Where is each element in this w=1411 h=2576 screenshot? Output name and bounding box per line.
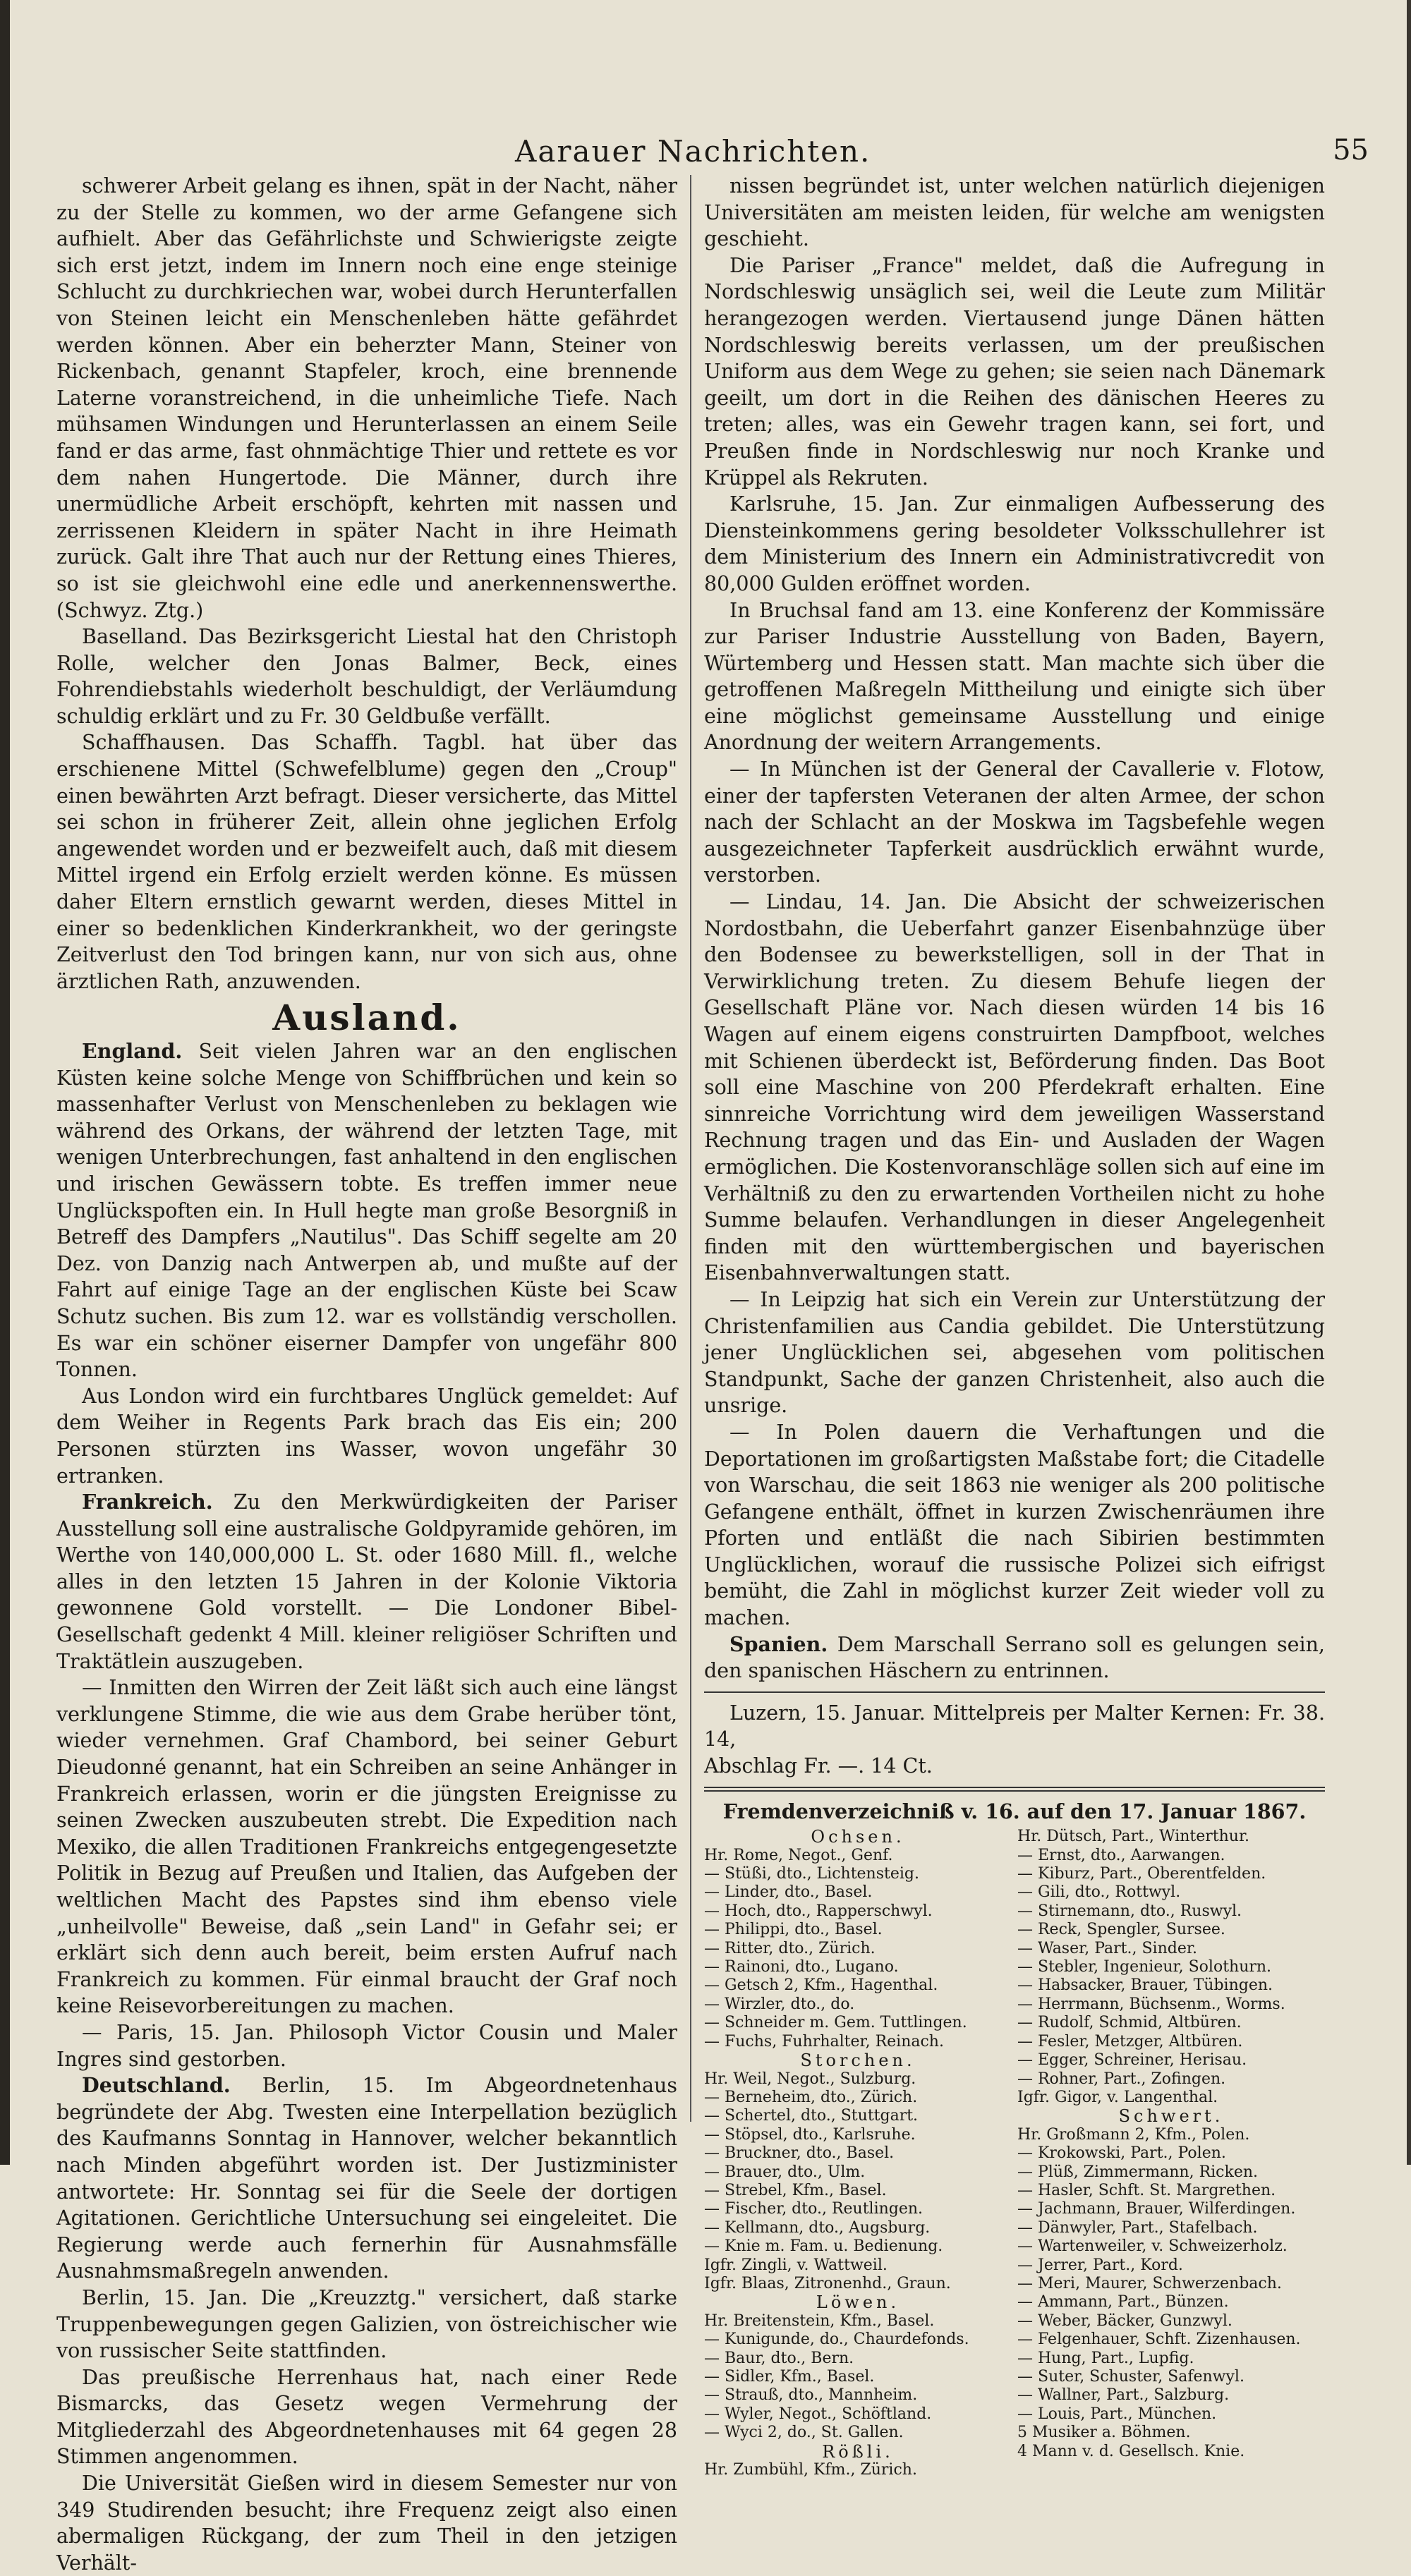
- guest-entry: — Weber, Bäcker, Gunzwyl.: [1017, 2311, 1233, 2330]
- guest-entry: — Hung, Part., Lupfig.: [1017, 2349, 1194, 2367]
- guest-entry: — Hasler, Schft. St. Margrethen.: [1017, 2181, 1276, 2199]
- article-paragraph: nissen begründet ist, unter welchen natürlich diejenigen Universitäten am meisten leiden, für welche am wenigsten geschieht.: [704, 174, 1325, 251]
- guest-entry: Hr. Dütsch, Part., Winterthur.: [1017, 1828, 1250, 1846]
- guest-list: [704, 1828, 1325, 2479]
- guest-entry: — Stüßi, dto., Lichtensteig.: [704, 1865, 919, 1883]
- guest-entry: — Habsacker, Brauer, Tübingen.: [1017, 1976, 1273, 1995]
- article-paragraph: Baselland. Das Bezirksgericht Liestal hat den Christoph Rolle, welcher den Jonas Balmer, Beck, eines Fohrendiebstahls wiederholt beschuldigt, der Verläumdung schuldig erklärt und zu Fr. 30 Geldbuße verfällt.: [56, 625, 677, 728]
- guest-entry: — Felgenhauer, Schft. Zizenhausen.: [1017, 2331, 1301, 2349]
- article-paragraph: Berlin, 15. Jan. Die „Kreuzztg." versichert, daß starke Truppenbewegungen gegen Galizien, von östreichischer wie von russischer Seite stattfinden.: [56, 2285, 677, 2363]
- article-paragraph: Die Pariser „France" meldet, daß die Aufregung in Nordschleswig unsäglich sei, weil die Leute zum Militär herangezogen werden. Viertausend junge Dänen hätten Nordschleswig bereits verlassen, um der preußischen Uniform aus dem Wege zu gehen; sie seien nach Dänemark geeilt, um dort in die Reihen des dänischen Heeres zu treten; alles, was ein Gewehr tragen kann, sei fort, und Preußen finde in Nordschleswig nur noch Kranke und Krüppel als Rekruten.: [704, 253, 1325, 490]
- article-paragraph: — In Polen dauern die Verhaftungen und die Deportationen im großartigsten Maßstabe fort; die Citadelle von Warschau, die seit 1863 nie weniger als 200 politische Gefangene enthält, öffnet in kurzen Zwischenräumen ihre Pforten und entläßt die nach Sibirien bestimmten Unglücklichen, worauf die russische Polizei sich eifrigst bemüht, die Zahl in möglichst kurzer Zeit wieder voll zu machen.: [704, 1420, 1325, 1630]
- guest-entry: — Baur, dto., Bern.: [704, 2349, 854, 2367]
- guest-entry: Hr. Rome, Negot., Genf.: [704, 1846, 893, 1864]
- right-paragraphs-1: [704, 173, 1325, 1632]
- article-frankreich-text: Zu den Merkwürdigkeiten der Pariser Ausstellung soll eine australische Goldpyramide gehören, im Werthe von 140,000,000 L. St. oder 1680 Mill. fl., welche alles in den letzten 15 Jahren in der Kolonie Viktoria gewonnene Gold vorstellt. — Die Londoner Bibel-Gesellschaft gedenkt 4 Mill. kleiner religiöser Schriften und Traktätlein auszugeben.: [56, 1490, 677, 1673]
- guest-entry: Hr. Weil, Negot., Sulzburg.: [704, 2070, 916, 2088]
- hotel-name: Storchen.: [800, 2051, 916, 2070]
- guest-entry: Hr. Breitenstein, Kfm., Basel.: [704, 2311, 935, 2330]
- left-paragraphs-2: [56, 1675, 677, 2072]
- guest-entry: — Rohner, Part., Zofingen.: [1017, 2070, 1226, 2088]
- guest-entry: — Brauer, dto., Ulm.: [704, 2163, 866, 2181]
- article-paragraph: schwerer Arbeit gelang es ihnen, spät in der Nacht, näher zu der Stelle zu kommen, wo der arme Gefangene sich aufhielt. Aber das Gefährlichste und Schwierigste zeigte sich erst jetzt, indem im Innern noch eine enge steinige Schlucht zu durchkriechen war, wobei durch Herunterfallen von Steinen leicht ein Menschenleben hätte gefährdet werden können. Aber ein beherzter Mann, Steiner von Rickenbach, genannt Stapfeler, kroch, eine brennende Laterne voranstreichend, in die unheimliche Tiefe. Nach mühsamen Windungen und Herunterlassen an einem Seile fand er das arme, fast ohnmächtige Thier und rettete es vor dem nahen Hungertode. Die Männer, durch ihre unermüdliche Arbeit erschöpft, kehrten mit nassen und zerrissenen Kleidern in später Nacht in ihre Heimath zurück. Galt ihre That auch nur der Rettung eines Thieres, so ist sie gleichwohl eine edle und anerkennenswerthe. (Schwyz. Ztg.): [56, 174, 677, 622]
- article-paragraph: — In München ist der General der Cavallerie v. Flotow, einer der tapfersten Veteranen der alten Armee, der schon nach der Schlacht an der Moskwa im Tagsbefehle wegen ausgezeichneter Tapferkeit ausdrücklich erwähnt wurde, verstorben.: [704, 758, 1325, 887]
- guest-entry: — Wyci 2, do., St. Gallen.: [704, 2424, 904, 2442]
- double-rule: [704, 1787, 1325, 1792]
- guest-entry: — Kiburz, Part., Oberentfelden.: [1017, 1865, 1266, 1883]
- article-paragraph: Die Universität Gießen wird in diesem Semester nur von 349 Studirenden besucht; ihre Frequenz zeigt also einen abermaligen Rückgang, der zum Theil in den jetzigen Verhält-: [56, 2472, 677, 2575]
- guest-entry: — Ammann, Part., Bünzen.: [1017, 2293, 1229, 2311]
- guest-entry: — Plüß, Zimmermann, Ricken.: [1017, 2163, 1258, 2181]
- guest-entry: — Stirnemann, dto., Ruswyl.: [1017, 1902, 1242, 1920]
- page-header: [56, 92, 1369, 169]
- guest-entry: — Getsch 2, Kfm., Hagenthal.: [704, 1976, 938, 1995]
- scan-edge-left: [0, 0, 10, 2165]
- guest-entry: — Jachmann, Brauer, Wilferdingen.: [1017, 2200, 1296, 2218]
- article-frankreich: [56, 1489, 677, 1675]
- guest-entry: — Knie m. Fam. u. Bedienung.: [704, 2237, 943, 2256]
- guest-entry: — Schneider m. Gem. Tuttlingen.: [704, 2014, 967, 2032]
- article-paragraph: — Inmitten den Wirren der Zeit läßt sich auch eine längst verklungene Stimme, die wie aus dem Grabe herüber tönt, wieder vernehmen. Graf Chambord, bei seiner Geburt Dieudonné genannt, hat ein Schreiben an seine Anhänger in Frankreich erlassen, worin er die jüngsten Ereignisse zu seinen Zwecken auszubeuten strebt. Die Expedition nach Mexiko, die allen Traditionen Frankreichs entgegengesetzte Politik in Bezug auf Preußen und Italien, das Aufgeben der weltlichen Macht des Papstes sind ihm ebenso viele „unheilvolle" Beweise, daß „sein Land" in Gefahr sei; er erklärt sich denn auch bereit, beim ersten Aufruf nach Frankreich zu kommen. Für einmal braucht der Graf noch keine Reisevorbereitungen zu machen.: [56, 1676, 677, 2018]
- guest-entry: — Stebler, Ingenieur, Solothurn.: [1017, 1958, 1272, 1976]
- left-column: [56, 173, 677, 2576]
- left-paragraphs-3: [56, 2285, 677, 2576]
- guest-entry: — Herrmann, Büchsenm., Worms.: [1017, 1995, 1285, 2013]
- guest-entry: — Strebel, Kfm., Basel.: [704, 2181, 887, 2199]
- guest-entry: Hr. Großmann 2, Kfm., Polen.: [1017, 2125, 1250, 2144]
- country-label-frankreich: Frankreich.: [82, 1490, 213, 1514]
- left-paragraphs-1: [56, 173, 677, 995]
- guest-entry: — Dänwyler, Part., Stafelbach.: [1017, 2218, 1258, 2237]
- guest-entry: — Gili, dto., Rottwyl.: [1017, 1883, 1181, 1902]
- guest-entry: — Philippi, dto., Basel.: [704, 1921, 883, 1939]
- guest-entry: — Suter, Schuster, Safenwyl.: [1017, 2368, 1245, 2386]
- article-england: [56, 1038, 677, 1383]
- guest-entry: — Hoch, dto., Rapperschwyl.: [704, 1902, 933, 1920]
- masthead-title: Aarauer Nachrichten.: [515, 134, 871, 169]
- guest-entry: — Fesler, Metzger, Altbüren.: [1017, 2032, 1243, 2051]
- article-spanien: [704, 1632, 1325, 1684]
- guest-entry: — Egger, Schreiner, Herisau.: [1017, 2051, 1247, 2070]
- guest-entry: — Wallner, Part., Salzburg.: [1017, 2386, 1230, 2405]
- section-rule: [704, 1691, 1325, 1693]
- hotel-name: Rößli.: [822, 2442, 894, 2462]
- column-divider: [690, 175, 691, 2122]
- section-title-ausland: Ausland.: [272, 997, 461, 1039]
- guest-entry: — Stöpsel, dto., Karlsruhe.: [704, 2125, 916, 2144]
- guest-entry: — Rudolf, Schmid, Altbüren.: [1017, 2014, 1242, 2032]
- guest-entry: — Waser, Part., Sinder.: [1017, 1939, 1197, 1957]
- article-paragraph: In Bruchsal fand am 13. eine Konferenz der Kommissäre zur Pariser Industrie Ausstellung von Baden, Bayern, Würtemberg und Hessen statt. Man machte sich über die getroffenen Maßregeln Mittheilung und einigte sich über eine möglichst gemeinsame Ausstellung und einige Anordnung der weitern Arrangements.: [704, 598, 1325, 755]
- article-paragraph: — Lindau, 14. Jan. Die Absicht der schweizerischen Nordostbahn, die Ueberfahrt ganzer Eisenbahnzüge über den Bodensee zu bewerkstelligen, soll in der That in Verwirklichung treten. Zu diesem Behufe liegen der Gesellschaft Pläne vor. Nach diesen würden 14 bis 16 Wagen auf einem eigens construirten Dampfboot, welches mit Schienen überdeckt ist, Beförderung finden. Das Boot soll eine Maschine von 200 Pferdekraft erhalten. Eine sinnreiche Vorrichtung wird dem jeweiligen Wasserstand Rechnung tragen und das Ein- und Ausladen der Wagen ermöglichen. Die Kostenvoranschläge sollen sich auf eine im Verhältniß zu den zu erwartenden Vortheilen nicht zu hohe Summe belaufen. Verhandlungen in dieser Angelegenheit finden mit den württembergischen und bayerischen Eisenbahnverwaltungen statt.: [704, 890, 1325, 1285]
- market-price-line-1: Luzern, 15. Januar. Mittelpreis per Malter Kernen: Fr. 38. 14,: [704, 1701, 1325, 1751]
- guest-entry: — Fischer, dto., Reutlingen.: [704, 2200, 923, 2218]
- guest-entry: — Schertel, dto., Stuttgart.: [704, 2107, 919, 2125]
- guest-entry: 4 Mann v. d. Gesellsch. Knie.: [1017, 2442, 1245, 2460]
- guest-entry: 5 Musiker a. Böhmen.: [1017, 2424, 1191, 2442]
- guest-entry: — Kellmann, dto., Augsburg.: [704, 2218, 931, 2237]
- page-number: 55: [1333, 134, 1369, 166]
- guest-entry: — Wirzler, dto., do.: [704, 1995, 855, 2013]
- guest-entry: — Sidler, Kfm., Basel.: [704, 2368, 875, 2386]
- guest-entry: Igfr. Zingli, v. Wattweil.: [704, 2256, 888, 2274]
- article-deutschland: [56, 2072, 677, 2285]
- guest-entry: — Strauß, dto., Mannheim.: [704, 2386, 918, 2405]
- guest-entry: — Ritter, dto., Zürich.: [704, 1939, 876, 1957]
- guest-list-right-column: [1017, 1828, 1325, 2479]
- country-label-deutschland: Deutschland.: [82, 2073, 231, 2098]
- article-paragraph: — Paris, 15. Jan. Philosoph Victor Cousin und Maler Ingres sind gestorben.: [56, 2020, 677, 2071]
- article-paragraph: Karlsruhe, 15. Jan. Zur einmaligen Aufbesserung des Diensteinkommens gering besoldeter Volksschullehrer ist dem Ministerium des Innern ein Administrativcredit von 80,000 Gulden eröffnet worden.: [704, 492, 1325, 595]
- guest-entry: — Rainoni, dto., Lugano.: [704, 1958, 899, 1976]
- guest-entry: — Jerrer, Part., Kord.: [1017, 2256, 1183, 2274]
- country-label-spanien: Spanien.: [729, 1632, 828, 1656]
- article-paragraph: Das preußische Herrenhaus hat, nach einer Rede Bismarcks, das Gesetz wegen Vermehrung der Mitgliederzahl des Abgeordnetenhauses mit 64 gegen 28 Stimmen angenommen.: [56, 2365, 677, 2469]
- guest-entry: — Berneheim, dto., Zürich.: [704, 2088, 918, 2106]
- guest-entry: — Reck, Spengler, Sursee.: [1017, 1921, 1225, 1939]
- article-paragraph: — In Leipzig hat sich ein Verein zur Unterstützung der Christenfamilien aus Candia gebildet. Die Unterstützung jener Unglücklichen sei, abgesehen vom politischen Standpunkt, Sache der ganzen Christenheit, also auch die unsrige.: [704, 1287, 1325, 1418]
- article-deutschland-text: Berlin, 15. Im Abgeordnetenhaus begründete der Abg. Twesten eine Interpellation bezüglich des Kaufmanns Sonntag in Hannover, welcher bekanntlich nach Minden abgeführt worden ist. Der Justizminister antwortete: Hr. Sonntag sei für die Seele der dortigen Agitationen. Gerichtliche Untersuchung sei eingeleitet. Die Regierung werde auch fernerhin für Ausnahmsfälle Ausnahmsmaßregeln anwenden.: [56, 2074, 677, 2283]
- hotel-name: Schwert.: [1118, 2107, 1224, 2126]
- guest-entry: Hr. Zumbühl, Kfm., Zürich.: [704, 2461, 917, 2479]
- country-label-england: England.: [82, 1039, 183, 1063]
- guest-entry: — Louis, Part., München.: [1017, 2405, 1217, 2423]
- hotel-name: Löwen.: [816, 2293, 900, 2312]
- scan-edge-right: [1407, 0, 1411, 2165]
- guest-list-heading: Fremdenverzeichniß v. 16. auf den 17. Januar 1867.: [722, 1799, 1307, 1823]
- guest-entry: — Kunigunde, do., Chaurdefonds.: [704, 2331, 969, 2349]
- article-england-text: Seit vielen Jahren war an den englischen Küsten keine solche Menge von Schiffbrüchen und kein so massenhafter Verlust von Menschenleben zu beklagen wie während des Orkans, der während der letzten Tage, mit wenigen Unterbrechungen, fast anhaltend in den englischen und irischen Gewässern tobte. Es treffen immer neue Unglückspoften ein. In Hull hegte man große Besorgniß in Betreff des Dampfers „Nautilus". Das Schiff segelte am 20 Dez. von Danzig nach Antwerpen ab, und mußte auf der Fahrt auf einige Tage an der englischen Küste bei Scaw Schutz suchen. Bis zum 12. war es vollständig verschollen. Es war ein schöner eiserner Dampfer von ungefähr 800 Tonnen.: [56, 1040, 677, 1382]
- guest-entry: — Wyler, Negot., Schöftland.: [704, 2405, 932, 2423]
- guest-entry: — Ernst, dto., Aarwangen.: [1017, 1846, 1225, 1864]
- article-paragraph: Schaffhausen. Das Schaffh. Tagbl. hat über das erschienene Mittel (Schwefelblume) gegen den „Croup" einen bewährten Arzt befragt. Dieser versicherte, das Mittel sei schon in früherer Zeit, allein ohne jeglichen Erfolg angewendet worden und er bezweifelt auch, daß mit diesem Mittel irgend ein Erfolg erzielt werden könne. Es müssen daher Eltern ernstlich gewarnt werden, dieses Mittel in einer so bedenklichen Kinderkrankheit, wo der geringste Zeitverlust den Tod bringen kann, nur von sich aus, ohne ärztlichen Rath, anzuwenden.: [56, 731, 677, 993]
- market-price-line-2: Abschlag Fr. —. 14 Ct.: [704, 1754, 933, 1778]
- article-spanien-text: Dem Marschall Serrano soll es gelungen sein, den spanischen Häschern zu entrinnen.: [704, 1632, 1325, 1683]
- newspaper-page: [56, 92, 1369, 2575]
- guest-entry: — Wartenweiler, v. Schweizerholz.: [1017, 2237, 1288, 2256]
- hotel-name: Ochsen.: [811, 1828, 905, 1847]
- guest-entry: Igfr. Blaas, Zitronenhd., Graun.: [704, 2274, 951, 2292]
- guest-entry: Igfr. Gigor, v. Langenthal.: [1017, 2088, 1218, 2106]
- guest-entry: — Linder, dto., Basel.: [704, 1883, 873, 1902]
- guest-entry: — Meri, Maurer, Schwerzenbach.: [1017, 2274, 1282, 2292]
- right-column: [704, 173, 1325, 2479]
- guest-list-left-column: [704, 1828, 1012, 2479]
- guest-entry: — Fuchs, Fuhrhalter, Reinach.: [704, 2032, 944, 2051]
- guest-entry: — Bruckner, dto., Basel.: [704, 2144, 895, 2163]
- guest-entry: — Krokowski, Part., Polen.: [1017, 2144, 1226, 2163]
- article-london: Aus London wird ein furchtbares Unglück gemeldet: Auf dem Weiher in Regents Park brach das Eis ein; 200 Personen stürzten ins Wasser, wovon ungefähr 30 ertranken.: [56, 1384, 677, 1488]
